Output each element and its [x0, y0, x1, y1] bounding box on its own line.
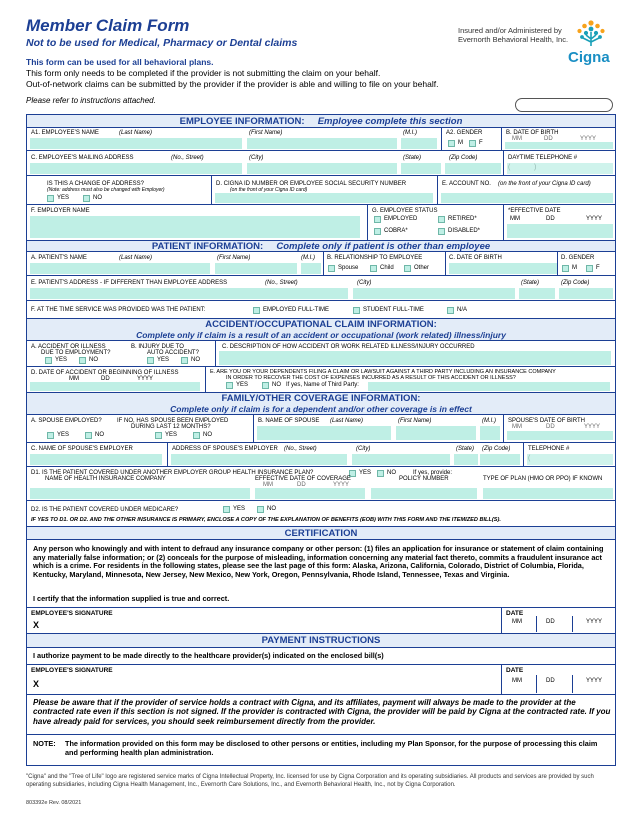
intro-line-2: Out-of-network claims can be submitted by the provider if the provider is able and willing to file on your behalf. — [26, 79, 439, 89]
pay-date-label: DATE — [506, 667, 524, 674]
d2-yes-label: YES — [233, 506, 246, 512]
id-row — [27, 176, 615, 205]
account-cell — [437, 176, 591, 204]
patient-status-label: F. AT THE TIME SERVICE WAS PROVIDED WAS THE PATIENT: — [31, 307, 206, 313]
patient-gender-f-label: F — [596, 265, 600, 271]
acc-mm: MM — [69, 376, 79, 382]
spouse-dob-dd: DD — [546, 424, 555, 430]
refer-instructions: Please refer to instructions attached. — [26, 96, 156, 105]
employee-section-heading — [27, 115, 615, 128]
spouse-emp-zip-input[interactable] — [480, 454, 520, 465]
plan-type-label: TYPE OF PLAN (HMO OR PPO) IF KNOWN — [483, 476, 603, 482]
status-cell — [367, 205, 481, 240]
patient-na-label: N/A — [457, 307, 468, 313]
patient-city-input[interactable] — [353, 288, 515, 299]
spouse-emp-state-input[interactable] — [454, 454, 478, 465]
d1-yes-label: YES — [359, 470, 372, 476]
coverage-date-input[interactable] — [255, 488, 365, 499]
spouse-phone-cell — [523, 443, 570, 466]
patient-section-heading — [27, 241, 615, 252]
patient-address-label: E. PATIENT'S ADDRESS - IF DIFFERENT THAN EMPLOYEE ADDRESS — [31, 280, 228, 286]
cert-date-divider-1 — [536, 616, 537, 632]
rel-other-checkbox[interactable] — [404, 265, 411, 272]
change-address-note: (Note: address must also be changed with Employer) — [47, 187, 165, 193]
employer-name-input[interactable] — [30, 216, 360, 238]
daytime-phone-label: DAYTIME TELEPHONE # — [508, 155, 578, 161]
spouse-employed-12m-label-2: DURING LAST 12 MONTHS? — [131, 424, 211, 430]
spouse-employer-address-label: ADDRESS OF SPOUSE'S EMPLOYER — [172, 446, 278, 452]
spouse-employer-address-cell — [167, 443, 511, 466]
spouse-name-cell — [253, 415, 496, 442]
d2-no-checkbox[interactable] — [257, 506, 264, 513]
patient-last-label: (Last Name) — [119, 255, 153, 261]
patient-heading: PATIENT INFORMATION: — [151, 241, 264, 252]
status-disabled-label: DISABLED* — [448, 228, 481, 234]
accident-de-row — [27, 367, 615, 393]
d1-no-label: NO — [387, 470, 396, 476]
status-disabled-checkbox[interactable] — [438, 228, 445, 235]
spouse-emp-no-label: NO — [95, 432, 104, 438]
cert-date-label: DATE — [506, 610, 524, 617]
spouse-mi-input[interactable] — [480, 426, 500, 440]
family-heading: FAMILY/OTHER COVERAGE INFORMATION: — [221, 393, 421, 404]
accident-a-label-2: DUE TO EMPLOYMENT? — [41, 350, 111, 356]
employee-dob-input[interactable] — [505, 142, 613, 149]
accident-heading: ACCIDENT/OCCUPATIONAL CLAIM INFORMATION: — [205, 319, 437, 330]
patient-emp-ft-checkbox[interactable] — [253, 307, 260, 314]
employee-zip-input[interactable] — [445, 163, 501, 174]
relationship-label: B. RELATIONSHIP TO EMPLOYEE — [327, 255, 423, 261]
change-address-label: IS THIS A CHANGE OF ADDRESS? — [47, 181, 144, 187]
employee-last-label: (Last Name) — [119, 130, 153, 136]
patient-stu-ft-checkbox[interactable] — [353, 307, 360, 314]
patient-first-label: (First Name) — [217, 255, 251, 261]
policy-number-input[interactable] — [371, 488, 477, 499]
change-yes-label: YES — [57, 195, 70, 201]
claim-form — [26, 114, 616, 766]
gender-m-checkbox[interactable] — [448, 140, 455, 147]
patient-heading-note: Complete only if patient is other than employee — [276, 241, 491, 252]
cigna-id-label: D. CIGNA ID NUMBER OR EMPLOYEE SOCIAL SECURITY NUMBER — [216, 181, 407, 187]
accident-a-no-label: NO — [89, 357, 98, 363]
spouse-employer-label: C. NAME OF SPOUSE'S EMPLOYER — [31, 446, 133, 452]
accident-c-label: C. DESCRIPTION OF HOW ACCIDENT OR WORK RELATED ILLNESS/INJURY OCCURRED — [222, 344, 475, 350]
form-subtitle: Not to be used for Medical, Pharmacy or Dental claims — [26, 37, 298, 49]
rel-child-label: Child — [380, 265, 394, 271]
certification-title: CERTIFICATION — [284, 528, 358, 539]
accident-b-yes-label: YES — [157, 357, 170, 363]
accident-subheading: Complete only if claim is a result of an accident or occupational (work related) illness/injury — [136, 330, 506, 340]
spouse-12m-yes-checkbox[interactable] — [155, 432, 162, 439]
spouse-row — [27, 415, 615, 443]
cert-signature-input[interactable] — [43, 619, 497, 632]
spouse-employer-input[interactable] — [30, 454, 162, 465]
status-retired-label: RETIRED* — [448, 216, 477, 222]
intro-line-1: This form only needs to be completed if the provider is not submitting the claim on your behalf. — [26, 68, 381, 78]
accident-e-cell — [205, 367, 556, 392]
employee-address-row — [27, 151, 615, 176]
pay-date-cell — [501, 665, 603, 694]
accident-b-no-checkbox[interactable] — [181, 357, 188, 364]
cov-mm: MM — [263, 482, 273, 488]
patient-state-input[interactable] — [519, 288, 555, 299]
spouse-emp-yes-checkbox[interactable] — [47, 432, 54, 439]
spouse-state-hint: (State) — [456, 446, 475, 452]
employee-first-label: (First Name) — [249, 130, 283, 136]
patient-gender-m-checkbox[interactable] — [562, 265, 569, 272]
employee-mi-label: (M.I.) — [403, 130, 417, 136]
mailing-address-label: C. EMPLOYEE'S MAILING ADDRESS — [31, 155, 134, 161]
insured-line-1: Insured and/or Administered by — [458, 26, 562, 35]
third-party-label: If yes, Name of Third Party: — [286, 382, 359, 388]
accident-section-heading — [27, 319, 615, 341]
form-title: Member Claim Form — [26, 16, 190, 35]
patient-na-checkbox[interactable] — [447, 307, 454, 314]
spouse-dob-cell — [503, 415, 601, 442]
spouse-first-label: (First Name) — [398, 418, 432, 424]
plan-type-input[interactable] — [483, 488, 613, 499]
patient-gender-f-checkbox[interactable] — [586, 265, 593, 272]
payment-authorize-text: I authorize payment to be made directly to the healthcare provider(s) indicated on the enclosed bill(s) — [33, 651, 384, 660]
note-label: NOTE: — [33, 739, 56, 748]
phone-cell — [503, 151, 578, 175]
rel-other-label: Other — [414, 265, 430, 271]
insurance-company-input[interactable] — [30, 488, 250, 499]
accident-e-label: E. ARE YOU OR YOUR DEPENDENTS FILING A CLAIM OR LAWSUIT AGAINST A THIRD PARTY INCLUDING AN INSURANCE COMPANY — [210, 369, 556, 375]
medicare-row — [27, 501, 615, 527]
payment-heading — [27, 634, 615, 648]
payment-notice-row — [27, 695, 615, 735]
disclosure-note-row — [27, 735, 615, 765]
family-section-heading — [27, 393, 615, 415]
cov-yyyy: YYYY — [333, 482, 350, 488]
effective-date-cell — [503, 205, 603, 240]
other-coverage-row — [27, 467, 615, 501]
street-hint: (No., Street) — [171, 155, 204, 161]
eff-dd: DD — [546, 216, 555, 222]
cigna-id-note: (on the front of your Cigna ID card) — [230, 187, 308, 193]
policy-label: POLICY NUMBER — [399, 476, 449, 482]
employee-street-input[interactable] — [30, 163, 242, 174]
spouse-employer-row — [27, 443, 615, 467]
employee-state-input[interactable] — [401, 163, 441, 174]
accident-abc-row — [27, 341, 615, 367]
pay-date-divider-2 — [572, 675, 573, 693]
gender-f-checkbox[interactable] — [469, 140, 476, 147]
d2-label: D2. IS THE PATIENT COVERED UNDER MEDICARE? — [31, 507, 179, 513]
certification-heading — [27, 527, 615, 540]
id-cell — [211, 176, 407, 204]
rel-child-checkbox[interactable] — [370, 265, 377, 272]
city-hint: (City) — [249, 155, 264, 161]
spouse-emp-yes-label: YES — [57, 432, 70, 438]
patient-name-row — [27, 252, 615, 276]
accident-a-yes-label: YES — [55, 357, 68, 363]
third-party-input[interactable] — [368, 382, 610, 391]
pay-signature-input[interactable] — [43, 677, 497, 692]
trademark-footer: "Cigna" and the "Tree of Life" logo are registered service marks of Cigna Intellectual Property, Inc. licensed for use by Cigna Corporation and its operating subsidiaries. All products and services are provided by such operating subsidiaries, including Cigna Health Management, Inc., Evernorth Care Solutions, Inc., and Evernorth Behavioral Health, Inc., not by Cigna Corporation. — [26, 774, 594, 788]
cert-yyyy: YYYY — [586, 619, 603, 625]
payment-authorize-row — [27, 648, 615, 665]
spouse-emp-city-input[interactable] — [352, 454, 450, 465]
insured-line-2: Evernorth Behavioral Health, Inc. — [458, 35, 569, 44]
status-cobra-checkbox[interactable] — [374, 228, 381, 235]
note-text: The information provided on this form may be disclosed to other persons or entities, including my Plan Sponsor, for the purpose of processing this claim and performing health plan administration. — [65, 739, 598, 757]
spouse-12m-yes-label: YES — [165, 432, 178, 438]
zip-hint: (Zip Code) — [449, 155, 478, 161]
gender-m-label: M — [458, 140, 463, 146]
dob-yyyy: YYYY — [580, 136, 597, 142]
employee-mi-input[interactable] — [401, 138, 437, 149]
effective-date-input[interactable] — [507, 224, 613, 238]
pay-mm: MM — [512, 678, 522, 684]
patient-dob-input[interactable] — [449, 263, 557, 274]
account-input[interactable] — [441, 193, 613, 203]
employee-last-name-input[interactable] — [30, 138, 242, 149]
accident-e-yes-label: YES — [236, 382, 249, 388]
revision-code: 803392e Rev. 08/2021 — [26, 800, 82, 806]
accident-description-input[interactable] — [219, 351, 611, 365]
accident-a-label: A. ACCIDENT OR ILLNESS — [31, 344, 106, 350]
pay-dd: DD — [546, 678, 555, 684]
patient-gender-m-label: M — [572, 265, 577, 271]
employee-city-input[interactable] — [247, 163, 397, 174]
patient-street-hint: (No., Street) — [265, 280, 298, 286]
employee-name-row — [27, 128, 615, 151]
patient-status-row — [27, 301, 615, 319]
accident-date-input[interactable] — [30, 382, 200, 391]
eob-note: IF YES TO D1. OR D2. AND THE OTHER INSURANCE IS PRIMARY, ENCLOSE A COPY OF THE EXPLANATION OF BENEFITS (EOB) WITH THIS FORM AND THE ITEMIZED BILL(S). — [31, 517, 501, 523]
employee-name-label: A1. EMPLOYEE'S NAME — [31, 130, 99, 136]
patient-mi-label: (M.I.) — [301, 255, 315, 261]
d2-no-label: NO — [267, 506, 276, 512]
spouse-emp-no-checkbox[interactable] — [85, 432, 92, 439]
dob-label: B. DATE OF BIRTH — [506, 130, 559, 136]
insurance-company-label: NAME OF HEALTH INSURANCE COMPANY — [45, 476, 166, 482]
account-note: (on the front of your Cigna ID card) — [498, 181, 591, 187]
certification-signature-row — [27, 608, 615, 634]
payment-notice: Please be aware that if the provider of service holds a contract with Cigna, and its affiliates, payment will always be made to the provider at the contracted rate even if this section is not signed. If the provider is contracted with Cigna, the provider will be paid by Cigna at the contracted rate. If you have already paid for services, you should seek reimbursement directly from the provider. — [33, 698, 611, 726]
cov-dd: DD — [297, 482, 306, 488]
intro-bold: This form can be used for all behavioral plans. — [26, 57, 214, 67]
pay-signature-x: X — [33, 679, 40, 689]
certification-body — [27, 540, 615, 608]
spouse-last-input[interactable] — [257, 426, 391, 440]
change-no-label: NO — [93, 195, 102, 201]
gender-cell — [441, 128, 483, 150]
cert-date-divider-2 — [572, 616, 573, 632]
cert-date-cell — [501, 608, 603, 633]
patient-dob-cell — [445, 252, 502, 275]
patient-zip-input[interactable] — [559, 288, 613, 299]
accident-e-label-2: IN ORDER TO RECOVER THE COST OF EXPENSES INCURRED AS A RESULT OF THIS ACCIDENT OR ILLNESS? — [226, 375, 516, 381]
daytime-phone-input[interactable] — [507, 163, 613, 174]
status-employed-checkbox[interactable] — [374, 216, 381, 223]
fraud-statement: Any person who knowingly and with intent to defraud any insurance company or other person: (1) files an application for insurance or statement of claim containing any materially false information; or (2) conceals for the purpose of misleading, information concerning any material fact thereto, commits a fraudulent insurance act which is a crime. For residents in the following states, please see the last page of this form: Alaska, Arizona, California, Colorado, District of Columbia, Florida, Kentucky, Maryland, Minnesota, New Jersey, New Mexico, New York, Oregon, Pennsylvania, Rhode Island, Tennessee, Texas and Virginia. — [33, 544, 604, 579]
effective-date-label: *EFFECTIVE DATE — [508, 208, 561, 214]
accident-b-yes-checkbox[interactable] — [147, 357, 154, 364]
spouse-name-label: B. NAME OF SPOUSE — [258, 418, 320, 424]
state-hint: (State) — [403, 155, 422, 161]
gender-label: A2. GENDER — [446, 130, 483, 136]
accident-a-no-checkbox[interactable] — [79, 357, 86, 364]
status-cobra-label: COBRA* — [384, 228, 408, 234]
employee-status-label: G. EMPLOYEE STATUS — [372, 208, 438, 214]
pay-date-divider-1 — [536, 675, 537, 693]
d1-no-checkbox[interactable] — [377, 470, 384, 477]
spouse-last-label: (Last Name) — [330, 418, 364, 424]
dob-dd: DD — [544, 136, 553, 142]
family-subheading: Complete only if claim is for a dependent and/or other coverage is in effect — [170, 404, 472, 414]
accident-b-label: B. INJURY DUE TO — [131, 344, 184, 350]
patient-address-row — [27, 276, 615, 301]
d2-yes-checkbox[interactable] — [223, 506, 230, 513]
spouse-dob-label: SPOUSE'S DATE OF BIRTH — [508, 418, 585, 424]
cigna-id-input[interactable] — [215, 193, 433, 203]
spouse-employed-12m-label: IF NO, HAS SPOUSE BEEN EMPLOYED — [117, 418, 229, 424]
employee-heading-note: Employee complete this section — [317, 116, 463, 127]
patient-zip-hint: (Zip Code) — [561, 280, 590, 286]
accident-c-cell — [215, 341, 475, 366]
patient-state-hint: (State) — [521, 280, 540, 286]
patient-gender-label: D. GENDER — [561, 255, 595, 261]
accident-a-yes-checkbox[interactable] — [45, 357, 52, 364]
rel-spouse-checkbox[interactable] — [328, 265, 335, 272]
spouse-first-input[interactable] — [396, 426, 476, 440]
spouse-mi-label: (M.I.) — [482, 418, 496, 424]
spouse-dob-input[interactable] — [507, 431, 613, 440]
patient-name-label: A. PATIENT'S NAME — [31, 255, 87, 261]
change-no-checkbox[interactable] — [83, 195, 90, 202]
patient-city-hint: (City) — [357, 280, 372, 286]
patient-street-input[interactable] — [30, 288, 348, 299]
spouse-12m-no-checkbox[interactable] — [193, 432, 200, 439]
if-yes-label: If yes, provide: — [413, 470, 453, 476]
account-label: E. ACCOUNT NO. — [442, 181, 491, 187]
spouse-12m-no-label: NO — [203, 432, 212, 438]
spouse-phone-input[interactable] — [527, 454, 613, 465]
patient-mi-input[interactable] — [301, 263, 321, 274]
spouse-phone-label: TELEPHONE # — [528, 446, 570, 452]
accident-e-no-label: NO — [272, 382, 281, 388]
rel-spouse-label: Spouse — [338, 265, 359, 271]
spouse-city-hint: (City) — [356, 446, 371, 452]
patient-last-input[interactable] — [30, 263, 210, 274]
dob-mm: MM — [512, 136, 522, 142]
cert-dd: DD — [546, 619, 555, 625]
patient-gender-cell — [557, 252, 600, 275]
control-number-field[interactable] — [515, 98, 613, 112]
accident-e-yes-checkbox[interactable] — [226, 382, 233, 389]
patient-emp-ft-label: EMPLOYED FULL-TIME — [263, 307, 330, 313]
change-yes-checkbox[interactable] — [47, 195, 54, 202]
status-employed-label: EMPLOYED — [384, 216, 418, 222]
relationship-cell — [323, 252, 430, 275]
payment-signature-row — [27, 665, 615, 695]
accident-b-no-label: NO — [191, 357, 200, 363]
cigna-logo: Cigna — [568, 49, 610, 66]
patient-first-input[interactable] — [215, 263, 297, 274]
eff-mm: MM — [510, 216, 520, 222]
certify-statement: I certify that the information supplied is true and correct. — [33, 594, 230, 603]
payment-title: PAYMENT INSTRUCTIONS — [261, 635, 381, 646]
spouse-zip-hint: (Zip Code) — [482, 446, 511, 452]
acc-yyyy: YYYY — [137, 376, 154, 382]
cert-mm: MM — [512, 619, 522, 625]
patient-dob-label: C. DATE OF BIRTH — [449, 255, 502, 261]
employer-row — [27, 205, 615, 241]
employee-heading: EMPLOYEE INFORMATION: — [179, 116, 305, 127]
insured-by — [458, 26, 568, 44]
acc-dd: DD — [101, 376, 110, 382]
accident-d-label: D. DATE OF ACCIDENT OR BEGINNING OF ILLNESS — [31, 370, 179, 376]
cert-signature-label: EMPLOYEE'S SIGNATURE — [31, 610, 113, 617]
employer-name-label: F. EMPLOYER NAME — [31, 208, 90, 214]
patient-stu-ft-label: STUDENT FULL-TIME — [363, 307, 424, 313]
accident-b-label-2: AUTO ACCIDENT? — [147, 350, 199, 356]
spouse-street-hint: (No., Street) — [284, 446, 317, 452]
spouse-employed-label: A. SPOUSE EMPLOYED? — [31, 418, 102, 424]
accident-e-no-checkbox[interactable] — [262, 382, 269, 389]
dob-cell — [501, 128, 597, 150]
eff-yyyy: YYYY — [586, 216, 603, 222]
gender-f-label: F — [479, 140, 483, 146]
status-retired-checkbox[interactable] — [438, 216, 445, 223]
spouse-emp-street-input[interactable] — [171, 454, 347, 465]
d1-label: D1. IS THE PATIENT COVERED UNDER ANOTHER EMPLOYER GROUP HEALTH INSURANCE PLAN? — [31, 470, 314, 476]
spouse-dob-mm: MM — [512, 424, 522, 430]
pay-yyyy: YYYY — [586, 678, 603, 684]
pay-signature-label: EMPLOYEE'S SIGNATURE — [31, 667, 113, 674]
employee-first-name-input[interactable] — [247, 138, 397, 149]
cert-signature-x: X — [33, 620, 40, 630]
spouse-dob-yyyy: YYYY — [584, 424, 601, 430]
eff-coverage-label: EFFECTIVE DATE OF COVERAGE — [255, 476, 351, 482]
